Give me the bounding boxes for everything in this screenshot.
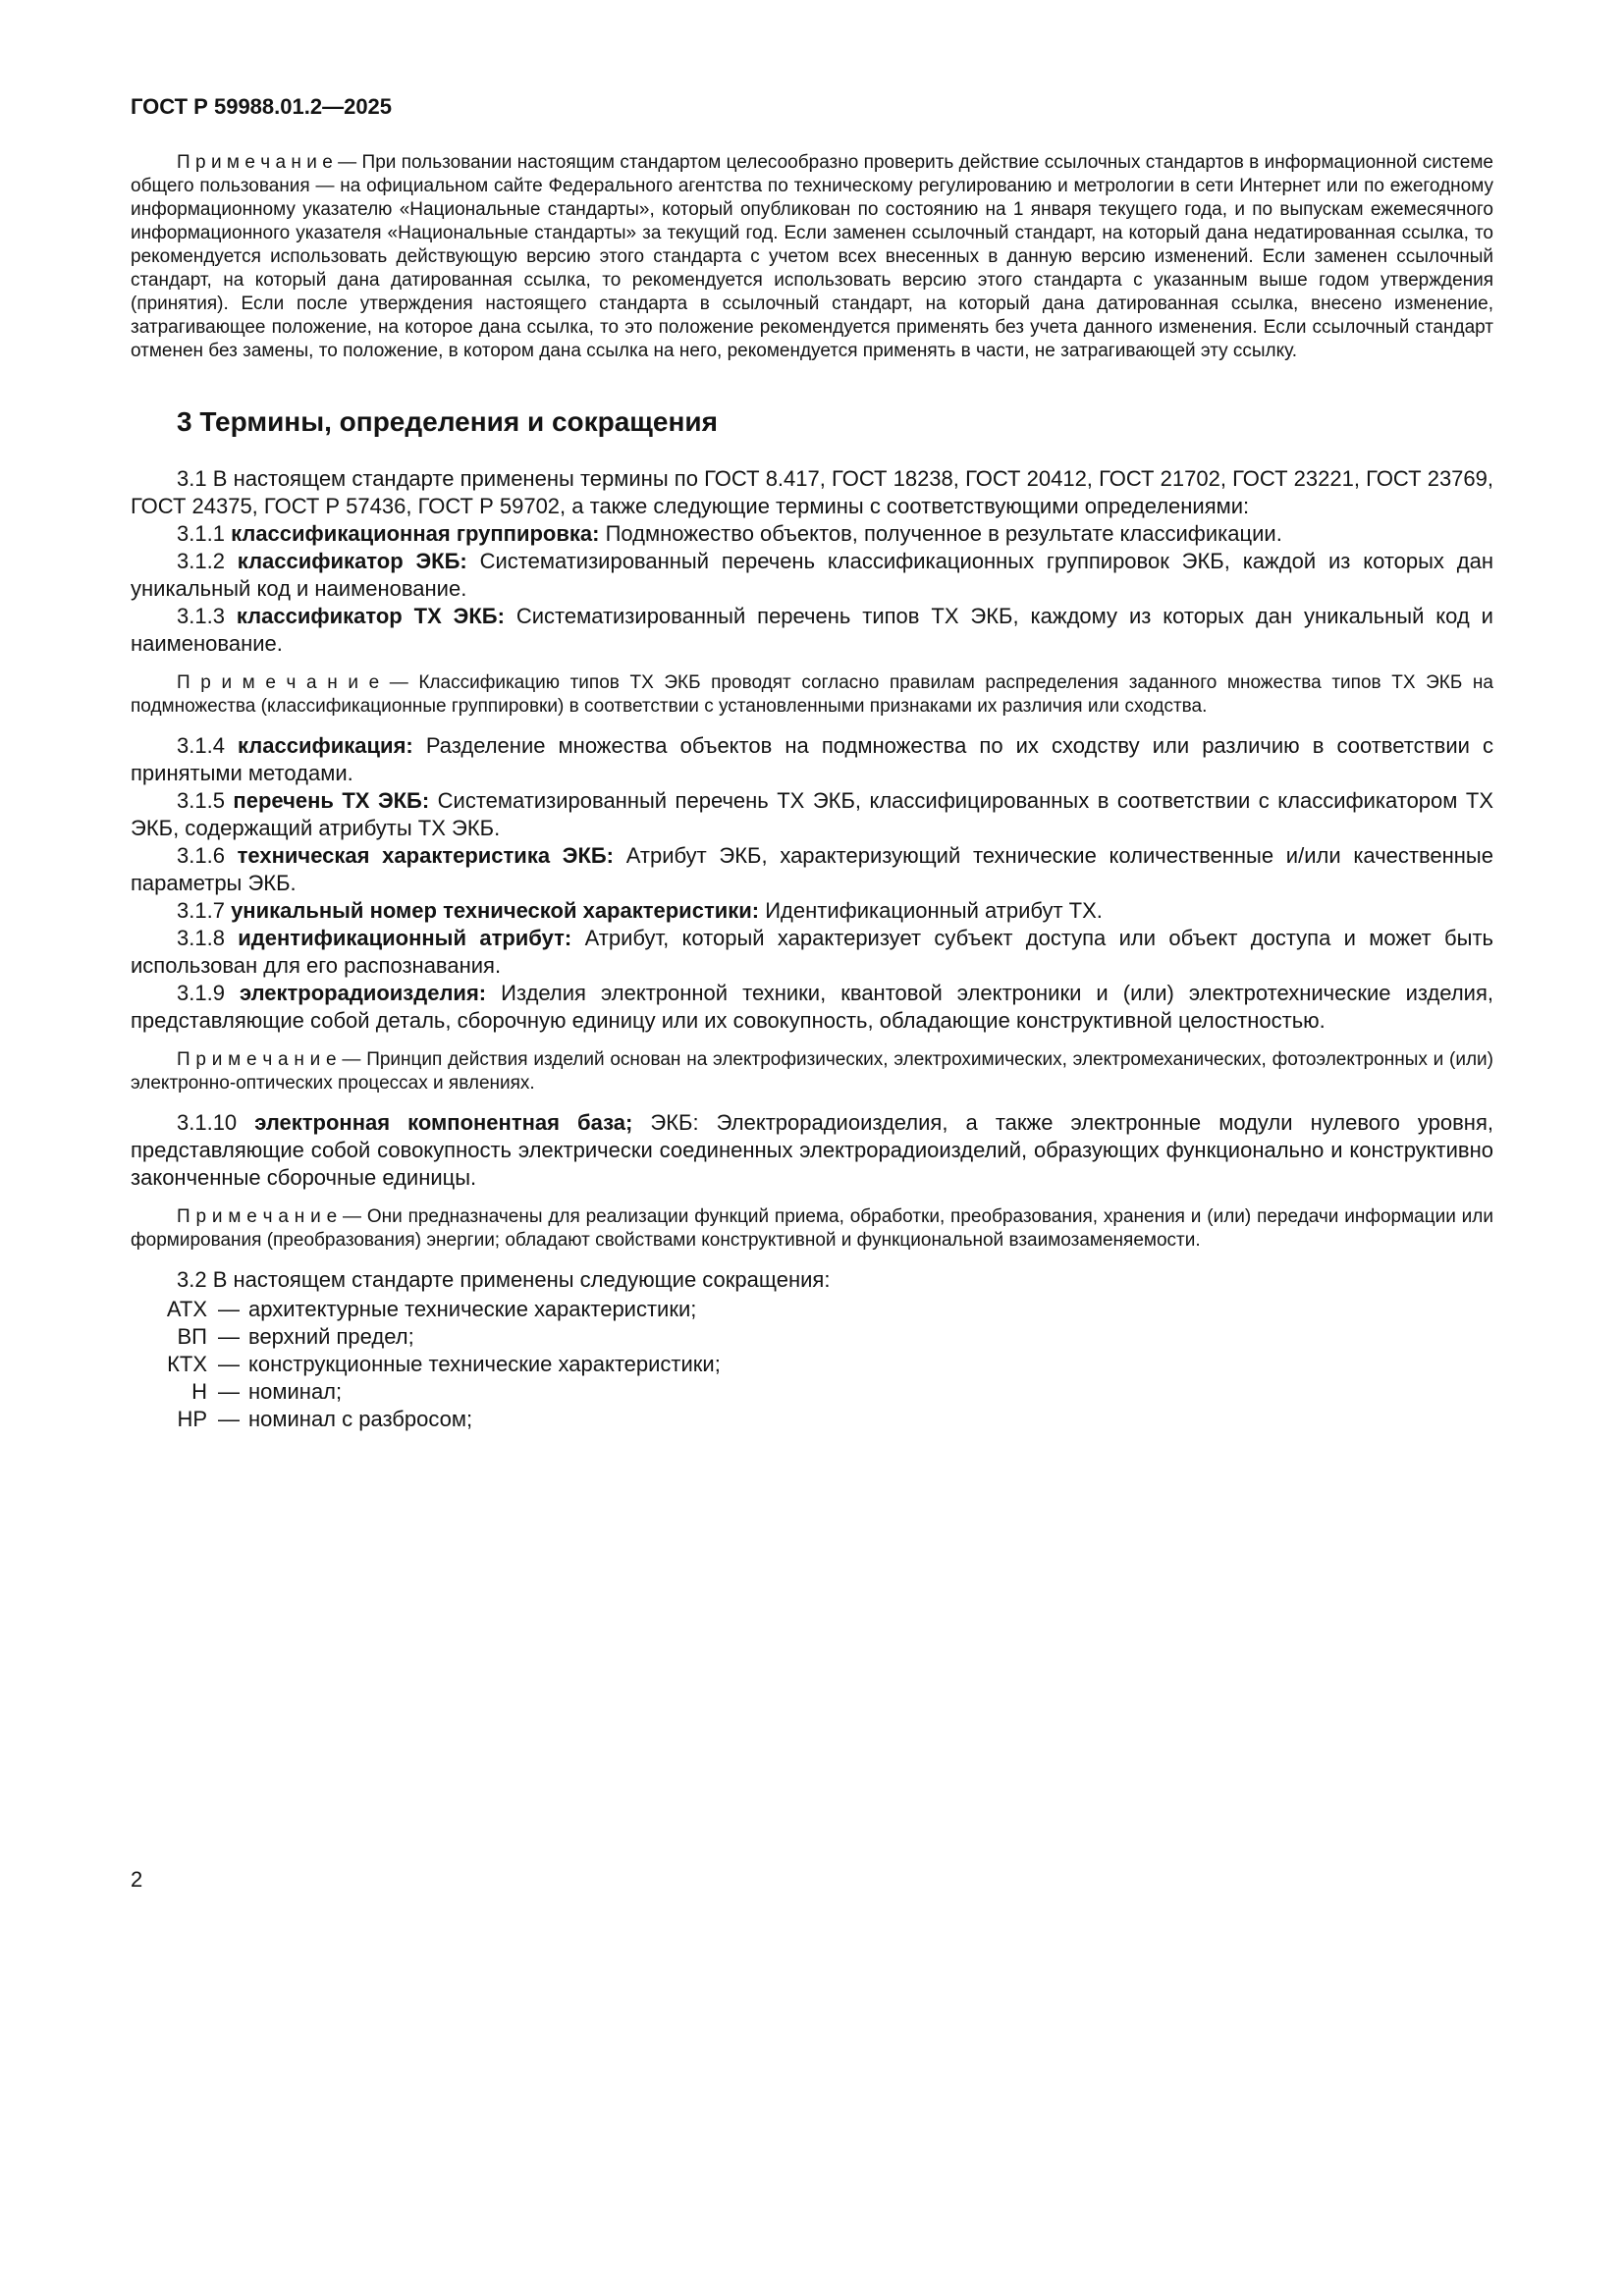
term-number: 3.1.8 — [177, 926, 225, 950]
abbreviation-description: номинал с разбросом; — [248, 1407, 473, 1431]
term-3-1-3 — [131, 603, 1493, 658]
abbreviation-dash: — — [218, 1297, 240, 1321]
term-definition: Систематизированный перечень классификационных группировок ЭКБ, каждой из которых дан уникальный код и наименование. — [131, 549, 1493, 601]
term-name: электрорадиоизделия: — [240, 981, 487, 1005]
term-3-1-5 — [131, 787, 1493, 842]
term-3-1-9 — [131, 980, 1493, 1035]
term-name: классификатор ЭКБ: — [237, 549, 467, 573]
abbreviation: Н — [191, 1379, 207, 1404]
term-number: 3.1.7 — [177, 898, 225, 923]
abbreviation-row — [131, 1378, 1493, 1406]
term-number: 3.1.1 — [177, 521, 225, 546]
abbreviation-description: архитектурные технические характеристики; — [248, 1297, 697, 1321]
term-3-1-2 — [131, 548, 1493, 603]
page-number: 2 — [131, 1867, 143, 1892]
abbreviation: ВП — [177, 1324, 207, 1349]
abbreviation-dash: — — [218, 1379, 240, 1404]
abbreviation: КТХ — [167, 1352, 207, 1376]
note-after-3-1-10: П р и м е ч а н и е — Они предназначены для реализации функций приема, обработки, преобразования, хранения и (или) передачи информации или формирования (преобразования) энергии; обладают свойствами конструктивной и функциональной взаимозаменяемости. — [131, 1206, 1493, 1251]
abbreviation-description: номинал; — [248, 1379, 343, 1404]
term-number: 3.1.5 — [177, 788, 225, 813]
section-3-title: 3 Термины, определения и сокращения — [177, 406, 718, 437]
term-number: 3.1.3 — [177, 604, 225, 628]
term-3-1-8 — [131, 925, 1493, 980]
term-3-1-10 — [131, 1109, 1493, 1192]
term-3-1-4 — [131, 732, 1493, 787]
abbreviation-dash: — — [218, 1324, 240, 1349]
term-3-1-7 — [131, 897, 1493, 925]
term-definition: Систематизированный перечень типов ТХ ЭКБ, каждому из которых дан уникальный код и наименование. — [131, 604, 1493, 656]
term-number: 3.1.2 — [177, 549, 225, 573]
term-name: классификационная группировка: — [231, 521, 600, 546]
term-definition: Подмножество объектов, полученное в результате классификации. — [605, 521, 1282, 546]
term-name: классификация: — [238, 733, 413, 758]
abbreviation-row — [131, 1296, 1493, 1323]
term-name: электронная компонентная база; — [254, 1110, 633, 1135]
term-definition: Систематизированный перечень ТХ ЭКБ, классифицированных в соответствии с классификатором ТХ ЭКБ, содержащий атрибуты ТХ ЭКБ. — [131, 788, 1493, 840]
term-number: 3.1.10 — [177, 1110, 238, 1135]
doc-code-header: ГОСТ Р 59988.01.2—2025 — [131, 94, 393, 119]
term-definition: Атрибут ЭКБ, характеризующий технические количественные и/или качественные параметры ЭКБ. — [131, 843, 1493, 895]
term-name: классификатор ТХ ЭКБ: — [236, 604, 505, 628]
abbreviation-description: верхний предел; — [248, 1324, 414, 1349]
abbreviation-row — [131, 1351, 1493, 1378]
references-note: П р и м е ч а н и е — При пользовании настоящим стандартом целесообразно проверить действие ссылочных стандартов в информационной системе общего пользования — на официальном сайте Федерального агентства по техническому регулированию и метрологии в сети Интернет или по ежегодному информационному указателю «Национальные стандарты», который опубликован по состоянию на 1 января текущего года, и по выпускам ежемесячного информационного указателя «Национальные стандарты» за текущий год. Если заменен ссылочный стандарт, на который дана недатированная ссылка, то рекомендуется использовать действующую версию этого стандарта с учетом всех внесенных в данную версию изменений. Если заменен ссылочный стандарт, на который дана датированная ссылка, то рекомендуется использовать версию этого стандарта с указанным выше годом утверждения (принятия). Если после утверждения настоящего стандарта в ссылочный стандарт, на который дана датированная ссылка, внесено изменение, затрагивающее положение, на которое дана ссылка, то это положение рекомендуется применять без учета данного изменения. Если ссылочный стандарт отменен без замены, то положение, в котором дана ссылка на него, рекомендуется применять в части, не затрагивающей эту ссылку. — [131, 152, 1493, 361]
term-definition: Разделение множества объектов на подмножества по их сходству или различию в соответствии с принятыми методами. — [131, 733, 1493, 785]
term-name: техническая характеристика ЭКБ: — [237, 843, 615, 868]
page-content — [131, 94, 1493, 1433]
abbreviation: НР — [177, 1407, 207, 1431]
term-3-1-6 — [131, 842, 1493, 897]
paragraph-3-2: 3.2 В настоящем стандарте применены следующие сокращения: — [177, 1267, 831, 1292]
term-definition: Изделия электронной техники, квантовой электроники и (или) электротехнические изделия, представляющие собой деталь, сборочную единицу или их совокупность, обладающие конструктивной целостностью. — [131, 981, 1493, 1033]
abbreviation-row — [131, 1323, 1493, 1351]
term-number: 3.1.9 — [177, 981, 225, 1005]
abbreviation-dash: — — [218, 1352, 240, 1376]
abbreviations-list — [131, 1296, 1493, 1433]
abbreviation: АТХ — [166, 1297, 207, 1321]
term-number: 3.1.6 — [177, 843, 225, 868]
note-after-3-1-3: П р и м е ч а н и е — Классификацию типов ТХ ЭКБ проводят согласно правилам распределения заданного множества типов ТХ ЭКБ на подмножества (классификационные группировки) в соответствии с установленными признаками их различия или сходства. — [131, 672, 1493, 717]
abbreviation-row — [131, 1406, 1493, 1433]
paragraph-3-1: 3.1 В настоящем стандарте применены термины по ГОСТ 8.417, ГОСТ 18238, ГОСТ 20412, ГОСТ 21702, ГОСТ 23221, ГОСТ 23769, ГОСТ 24375, ГОСТ Р 57436, ГОСТ Р 59702, а также следующие термины с соответствующими определениями: — [131, 466, 1493, 518]
term-name: уникальный номер технической характеристики: — [231, 898, 760, 923]
abbreviation-description: конструкционные технические характеристики; — [248, 1352, 721, 1376]
term-name: идентификационный атрибут: — [238, 926, 572, 950]
abbreviation-dash: — — [218, 1407, 240, 1431]
term-3-1-1 — [131, 520, 1493, 548]
term-name: перечень ТХ ЭКБ: — [233, 788, 430, 813]
term-definition: Атрибут, который характеризует субъект доступа или объект доступа и может быть использован для его распознавания. — [131, 926, 1493, 978]
note-after-3-1-9: П р и м е ч а н и е — Принцип действия изделий основан на электрофизических, электрохимических, электромеханических, фотоэлектронных и (или) электронно-оптических процессах и явлениях. — [131, 1049, 1493, 1094]
term-definition: Идентификационный атрибут ТХ. — [765, 898, 1103, 923]
term-number: 3.1.4 — [177, 733, 225, 758]
term-definition: ЭКБ: Электрорадиоизделия, а также электронные модули нулевого уровня, представляющие собой совокупность электрически соединенных электрорадиоизделий, образующих функционально и конструктивно законченные сборочные единицы. — [131, 1110, 1493, 1190]
